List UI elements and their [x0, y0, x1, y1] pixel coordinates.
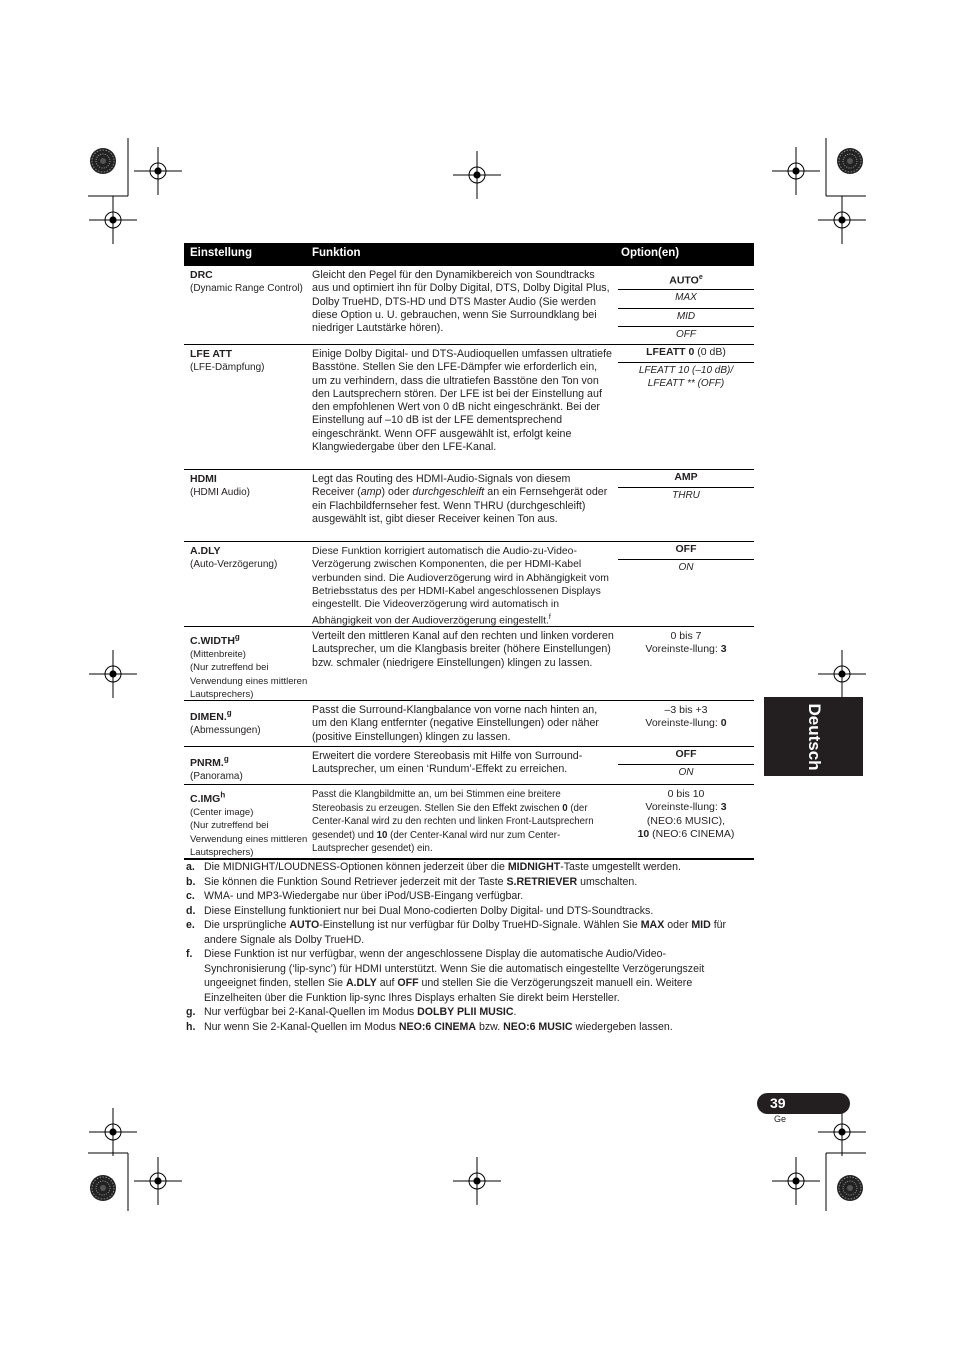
setting-subtitle: (Mittenbreite): [190, 648, 246, 660]
footnote: [184, 889, 736, 904]
header-optionen: Option(en): [621, 247, 680, 259]
setting-name: A.DLY: [190, 545, 221, 557]
footnote-text: -Einstellung ist nur verfügbar für Dolby TrueHD-Signale. Wählen Sie: [319, 919, 641, 931]
footnote-letter: f.: [186, 948, 193, 960]
language-code: Ge: [774, 1114, 787, 1124]
footnote-letter: b.: [186, 875, 196, 888]
setting-function: Verteilt den mittleren Kanal auf den rechten und linken vorderen Lautsprecher, um die Klangbasis breiter (höhere Einstellungen) bzw. schmaler (niedrigere Einstellungen) klingen zu lassen.: [312, 630, 614, 669]
option-value: ON: [678, 562, 694, 573]
option-range: –3 bis +3 Voreinste-llung: 0: [645, 704, 727, 730]
footnote-text: für andere Signale als Dolby TrueHD.: [204, 919, 727, 946]
page-number: 39: [770, 1095, 786, 1111]
footnote-text: Diese Funktion ist nur verfügbar, wenn der angeschlossene Display die automatische Audio/Video-Synchronisierung (‘lip-sync’) für HDMI unterstützt. Wenn Sie die automatisch eingestellte Verzögerungszeit ungeeignet finden, stellen Sie: [204, 948, 705, 989]
setting-function: Gleicht den Pegel für den Dynamikbereich von Soundtracks aus und optimiert ihn für Dolby Digital, DTS, Dolby Digital Plus, Dolby TrueHD, DTS-HD und DTS Master Audio (Sie werden diese Option u. U. gebrauchen, wenn Sie Surroundklang bei niedriger Lautstärke hören).: [312, 269, 610, 335]
setting-subtitle: (Panorama): [190, 770, 243, 782]
setting-name: C.IMG$^h$: [190, 790, 226, 805]
option-default: OFF: [675, 543, 697, 555]
footnote-text: .: [513, 1006, 517, 1018]
footnote: [184, 1005, 736, 1020]
footnote-text: MIDNIGHT: [507, 861, 561, 873]
setting-function: Passt die Surround-Klangbalance von vorne nach hinten an, um den Klang entfernter (negative Einstellungen) oder näher (positive Einstellungen) klingen zu lassen.: [312, 704, 599, 743]
footnote-letter: a.: [186, 861, 195, 873]
setting-subtitle: (Center image): [190, 806, 254, 818]
language-side-tab: Deutsch: [764, 697, 863, 776]
setting-name: DRC: [190, 269, 213, 281]
footnote-text: A.DLY: [345, 977, 377, 989]
footnote-text: umschalten.: [577, 875, 638, 888]
option-value: MAX: [675, 292, 697, 303]
option-range: 0 bis 10 Voreinste-llung: 3 (NEO:6 MUSIC), 10 (NEO:6 CINEMA): [637, 788, 735, 840]
table-row-drc: [184, 265, 754, 344]
setting-name: HDMI: [190, 473, 217, 485]
setting-subtitle: (Auto-Verzögerung): [190, 559, 278, 570]
footnote-text: oder: [664, 919, 692, 931]
table-row-hdmi: [184, 469, 754, 541]
footnote-letter: c.: [186, 890, 195, 902]
footnote-text: S.RETRIEVER: [506, 875, 578, 888]
setting-function: Einige Dolby Digital- und DTS-Audioquellen umfassen ultratiefe Basstöne. Stellen Sie den LFE-Dämpfer wie erforderlich ein, um zu verhindern, dass die ultratiefen Basstöne den Ton von den Lautsprechern stören. Der LFE ist bei der Einstellung auf den empfohlenen Wert von 0 dB nicht eingeschränkt. Bei der Einstellung auf –10 dB ist der LFE dementsprechend eingeschränkt. Wenn OFF ausgewählt ist, erfolgt keine Klangwiedergabe über den LFE-Kanal.: [312, 348, 613, 454]
footnote-text: NEO:6 MUSIC: [503, 1020, 573, 1033]
table-row-dimen: [184, 700, 754, 746]
footnote-text: MID: [691, 919, 711, 931]
settings-table: [184, 243, 754, 858]
setting-name: C.WIDTH$^g$: [190, 632, 240, 647]
footnote-text: NEO:6 CINEMA: [398, 1020, 477, 1033]
header-einstellung: Einstellung: [190, 247, 252, 259]
footnote: [184, 904, 736, 919]
footnote: [184, 1020, 736, 1035]
option-value: ON: [678, 767, 694, 778]
option-default: AUTO$^e$: [669, 274, 703, 287]
table-row-c-img: [184, 784, 754, 858]
option-value: MID: [676, 311, 696, 322]
setting-name: DIMEN.$^g$: [190, 708, 232, 723]
footnote-letter: h.: [186, 1020, 196, 1033]
footnote-letter: g.: [186, 1006, 196, 1018]
footnote-text: DOLBY PLII MUSIC: [417, 1006, 514, 1018]
footnote-letter: d.: [186, 904, 196, 917]
setting-subtitle: (HDMI Audio): [190, 487, 251, 498]
option-default: OFF: [675, 748, 697, 760]
setting-function: Erweitert die vordere Stereobasis mit Hilfe von Surround-Lautsprecher, um einen ‘Rundum’-Effekt zu erreichen.: [312, 750, 583, 776]
footnote-text: OFF: [397, 977, 419, 989]
option-range: 0 bis 7 Voreinste-llung: 3: [645, 630, 727, 656]
footnote: [184, 947, 736, 1005]
footnote: [184, 918, 736, 947]
table-row-c-width: [184, 626, 754, 700]
footnote-text: Nur verfügbar bei 2-Kanal-Quellen im Modus: [204, 1006, 418, 1018]
footnote-text: Die MIDNIGHT/LOUDNESS-Optionen können jederzeit über die: [204, 861, 508, 873]
setting-note: (Nur zutreffend bei Verwendung eines mittleren Lautsprechers): [190, 662, 308, 700]
setting-function: Passt die Klangbildmitte an, um bei Stimmen eine breitere Stereobasis zu erzeugen. Stellen Sie den Effekt zwischen 0 (der Center-Kanal wird zu den rechten und linken Front-Lautsprechern gesendet) und 10 (der Center-Kanal wird nur zum Center-Lautsprecher gesendet) ein.: [312, 789, 594, 855]
table-row-lfe-att: [184, 344, 754, 469]
setting-name: LFE ATT: [190, 348, 232, 360]
header-funktion: Funktion: [312, 247, 361, 259]
page-number-badge: [757, 1093, 850, 1114]
option-default: LFEATT 0 (0 dB): [646, 346, 726, 358]
table-header: [184, 243, 754, 265]
option-value: OFF: [676, 329, 696, 340]
footnotes: [184, 860, 736, 1034]
option-value: LFEATT 10 (–10 dB)/ LFEATT ** (OFF): [638, 365, 734, 389]
setting-subtitle: (Abmessungen): [190, 724, 261, 736]
footnote-text: Sie können die Funktion Sound Retriever jederzeit mit der Taste: [204, 875, 507, 888]
footnote-text: auf: [376, 977, 398, 989]
table-row-pnrm: [184, 746, 754, 784]
footnote: [184, 875, 736, 890]
footnote-letter: e.: [186, 919, 195, 931]
footnote-text: AUTO: [289, 919, 320, 931]
setting-name: PNRM.$^g$: [190, 754, 229, 769]
setting-function: Diese Funktion korrigiert automatisch die Audio-zu-Video-Verzögerung zwischen Komponenten, die per HDMI-Kabel verbunden sind. Die Audioverzögerung wird in Abhängigkeit vom Betriebsstatus des per HDMI-Kabel angeschlossenen Displays eingestellt. Die Videoverzögerung wird automatisch in Abhängigkeit von der Audioverzögerung eingestellt.$^f$: [312, 546, 609, 627]
option-value: THRU: [672, 490, 700, 501]
setting-note: (Nur zutreffend bei Verwendung eines mittleren Lautsprechers): [190, 820, 308, 858]
setting-subtitle: (LFE-Dämpfung): [190, 362, 265, 373]
setting-function: Legt das Routing des HDMI-Audio-Signals von diesem Receiver (amp) oder durchgeschleift an ein Fernsehgerät oder ein Flachbildfernseher fest. Wenn THRU (durchgeschleift) ausgewählt ist, gibt dieser Receiver keinen Ton aus.: [312, 473, 608, 525]
footnote-text: -Taste umgestellt werden.: [560, 861, 681, 873]
table-row-a-dly: [184, 541, 754, 626]
footnote-text: und stellen Sie die Verzögerungszeit manuell ein. Weitere Einzelheiten über die Funktion lip-sync Ihres Displays erhalten Sie direkt beim Hersteller.: [204, 977, 693, 1004]
footnote-text: WMA- und MP3-Wiedergabe nur über iPod/USB-Eingang verfügbar.: [204, 890, 524, 902]
footnote-text: Die ursprüngliche: [204, 919, 290, 931]
footnote: [184, 860, 736, 875]
setting-subtitle: (Dynamic Range Control): [190, 283, 303, 294]
footnote-text: Nur wenn Sie 2-Kanal-Quellen im Modus: [204, 1020, 399, 1033]
footnote-text: Diese Einstellung funktioniert nur bei Dual Mono-codierten Dolby Digital- und DTS-Soundtracks.: [204, 904, 654, 917]
footnote-text: bzw.: [476, 1020, 504, 1033]
option-default: AMP: [674, 471, 698, 483]
footnote-text: wiedergeben lassen.: [572, 1020, 673, 1033]
footnote-text: MAX: [640, 919, 665, 931]
